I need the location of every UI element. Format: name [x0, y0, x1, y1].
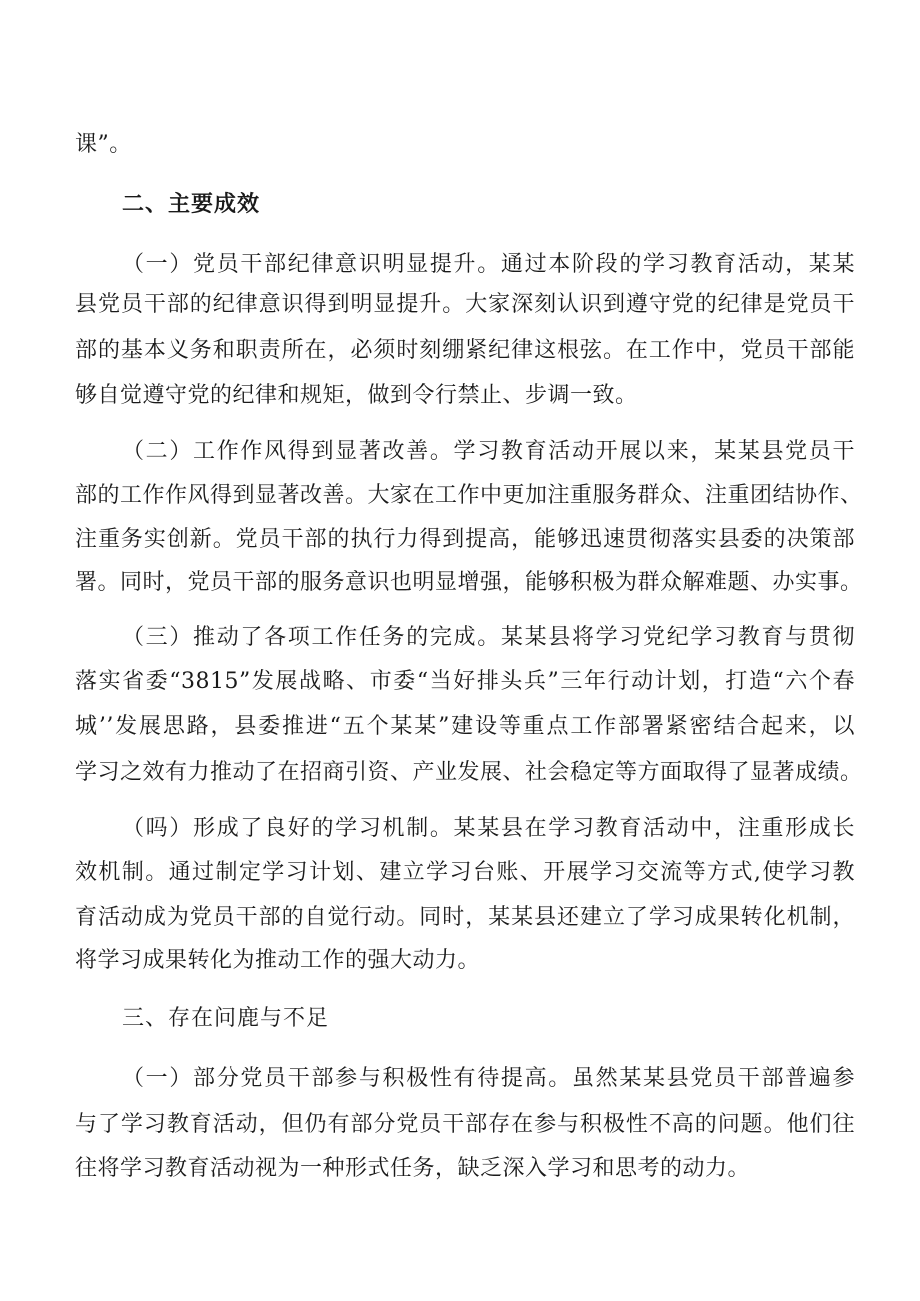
- paragraph-line: 够自觉遵守党的纪律和规矩，做到令行禁止、步调一致。: [75, 383, 638, 408]
- paragraph-line: （二）工作作风得到显著改善。学习教育活动开展以来，某某县党员干: [122, 439, 855, 464]
- paragraph-line: 城’’发展思路，县委推进“五个某某”建设等重点工作部署紧密结合起来，以: [75, 714, 855, 739]
- paragraph-line: 与了学习教育活动，但仍有部分党员干部存在参与积极性不高的问题。他们往: [75, 1112, 855, 1137]
- paragraph-line: （吗）形成了良好的学习机制。某某县在学习教育活动中，注重形成长: [122, 816, 855, 841]
- paragraph-line: 课”。: [75, 132, 132, 157]
- paragraph-line: （三）推动了各项工作任务的完成。某某县将学习党纪学习教育与贯彻: [122, 625, 855, 650]
- paragraph-line: 部的基本义务和职责所在，必须时刻绷紧纪律这根弦。在工作中，党员干部能: [75, 338, 855, 363]
- paragraph-line: 署。同时，党员干部的服务意识也明显增强，能够积极为群众解难题、办实事。: [75, 570, 863, 595]
- paragraph-line: 县党员干部的纪律意识得到明显提升。大家深刻认识到遵守党的纪律是党员干: [75, 292, 855, 317]
- paragraph-line: 落实省委“3815”发展战略、市委“当好排头兵”三年行动计划，打造“六个春: [75, 669, 855, 694]
- paragraph-line: 注重务实创新。党员干部的执行力得到提高，能够迅速贯彻落实县委的决策部: [75, 527, 855, 552]
- paragraph-line: 学习之效有力推动了在招商引资、产业发展、社会稳定等方面取得了显著成绩。: [75, 760, 863, 785]
- paragraph-line: 往将学习教育活动视为一种形式任务，缺乏深入学习和思考的动力。: [75, 1156, 751, 1181]
- paragraph-line: 部的工作作风得到显著改善。大家在工作中更加注重服务群众、注重团结协作、: [75, 483, 863, 508]
- section-heading: 三、存在问鹿与不足: [122, 1006, 330, 1031]
- paragraph-line: 育活动成为党员干部的自觉行动。同时，某某县还建立了学习成果转化机制，: [75, 905, 855, 930]
- paragraph-line: （一）党员干部纪律意识明显提升。通过本阶段的学习教育活动，某某: [122, 252, 855, 277]
- paragraph-line: 效机制。通过制定学习计划、建立学习台账、开展学习交流等方式,使学习教: [75, 860, 855, 885]
- paragraph-line: （一）部分党员干部参与积极性有待提高。虽然某某县党员干部普遍参: [122, 1066, 855, 1091]
- section-heading: 二、主要成效: [122, 192, 261, 217]
- paragraph-line: 将学习成果转化为推动工作的强大动力。: [75, 948, 481, 973]
